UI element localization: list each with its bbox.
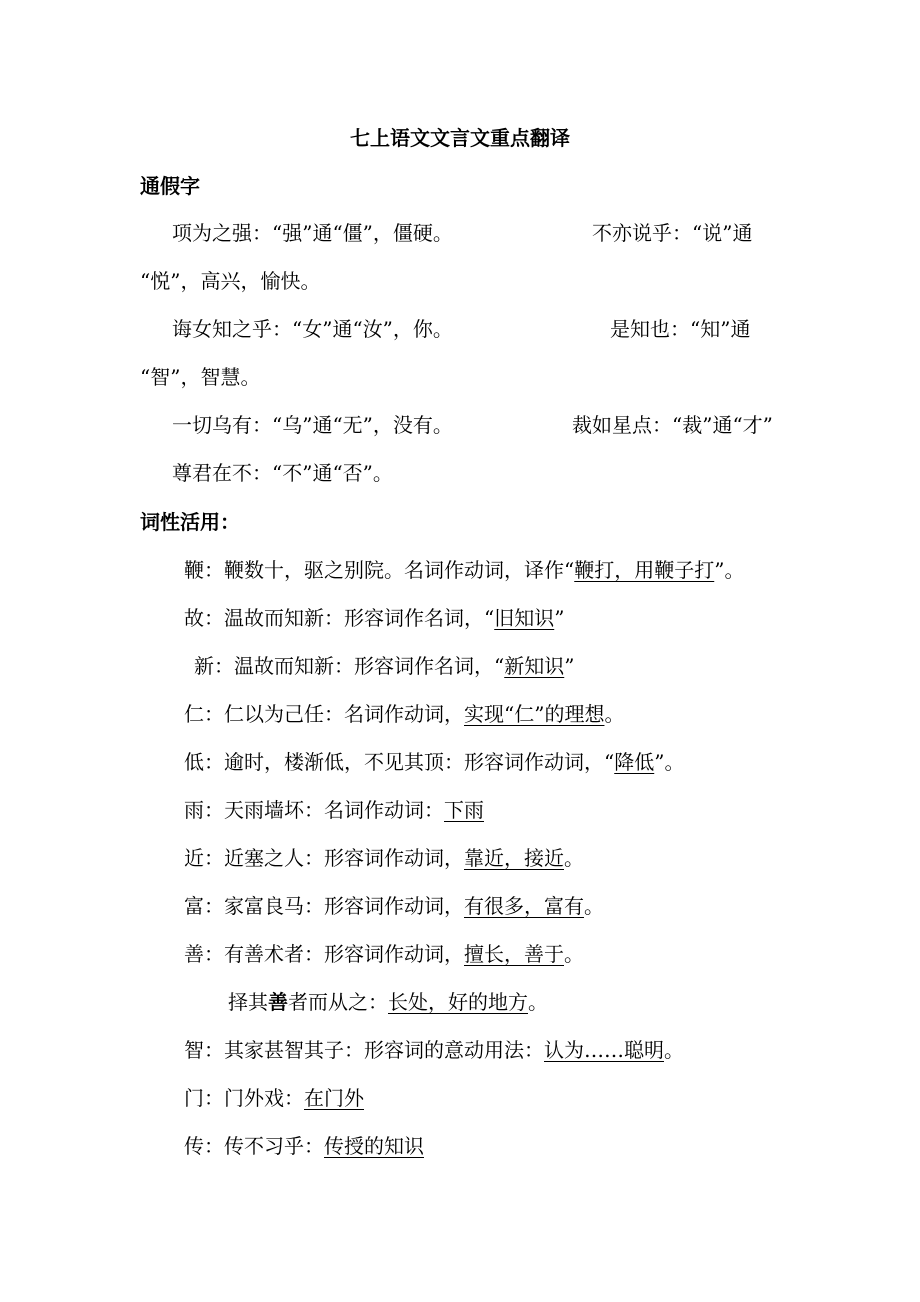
row-text-end: ”。	[714, 558, 745, 582]
row-text: 择其	[228, 990, 268, 1014]
cixing-row	[184, 556, 744, 584]
cixing-row	[184, 1036, 684, 1064]
row-underlined-meaning: 鞭打，用鞭子打	[574, 558, 715, 582]
row-bold-char: 善	[268, 990, 288, 1014]
cixing-row	[194, 652, 574, 680]
cixing-row	[184, 796, 484, 824]
row-text-end: 。	[564, 942, 584, 966]
cixing-row	[228, 988, 548, 1016]
row-underlined-meaning: 新知识	[504, 654, 565, 678]
row-underlined-meaning: 擅长，善于	[464, 942, 564, 966]
row-text-end: 。	[664, 1038, 684, 1062]
row-text: 富：家富良马：形容词作动词，	[184, 894, 464, 918]
cixing-row	[184, 700, 624, 728]
row-text: 传：传不习乎：	[184, 1134, 324, 1158]
row-underlined-meaning: 在门外	[304, 1086, 364, 1110]
row-text: 者而从之：	[288, 990, 388, 1014]
row-text-end: 。	[584, 894, 604, 918]
row-text-end: 。	[604, 702, 625, 726]
row-text-end: ”	[564, 654, 575, 678]
tongjia-line: 是知也：“知”通	[610, 317, 751, 341]
row-text: 门：门外戏：	[184, 1086, 304, 1110]
row-text: 故：温故而知新：形容词作名词，“	[184, 606, 495, 630]
row-text-end: 。	[564, 846, 584, 870]
row-text-end: 。	[528, 990, 548, 1014]
row-text: 新：温故而知新：形容词作名词，“	[194, 654, 505, 678]
row-underlined-meaning: 有很多，富有	[464, 894, 584, 918]
cixing-row	[184, 844, 584, 872]
row-underlined-meaning: 旧知识	[494, 606, 555, 630]
row-text: 仁：仁以为己任：名词作动词，	[184, 702, 464, 726]
row-text-end: ”。	[654, 750, 685, 774]
row-text: 善：有善术者：形容词作动词，	[184, 942, 464, 966]
tongjia-line: 裁如星点：“裁”通“才”	[572, 413, 773, 437]
cixing-row	[184, 1132, 424, 1160]
row-underlined-meaning: 传授的知识	[324, 1134, 424, 1158]
document-title: 七上语文文言文重点翻译	[350, 126, 570, 150]
row-text: 雨：天雨墙坏：名词作动词：	[184, 798, 444, 822]
row-text-end: ”	[554, 606, 565, 630]
cixing-row	[184, 604, 564, 632]
tongjia-line: 尊君在不：“不”通“否”。	[172, 461, 393, 485]
row-text: 智：其家甚智其子：形容词的意动用法：	[184, 1038, 544, 1062]
row-text: 近：近塞之人：形容词作动词，	[184, 846, 464, 870]
tongjia-line: 项为之强：“强”通“僵”，僵硬。	[172, 221, 453, 245]
row-underlined-meaning: 下雨	[444, 798, 484, 822]
cixing-row	[184, 940, 584, 968]
row-text: 低：逾时，楼渐低，不见其顶：形容词作动词，“	[184, 750, 615, 774]
cixing-row	[184, 748, 684, 776]
row-underlined-meaning: 实现“仁”的理想	[464, 702, 605, 726]
cixing-row	[184, 1084, 364, 1112]
row-underlined-meaning: 长处，好的地方	[388, 990, 528, 1014]
row-underlined-meaning: 靠近，接近	[464, 846, 564, 870]
tongjia-line: 一切乌有：“乌”通“无”，没有。	[172, 413, 453, 437]
tongjia-line: “悦”，高兴，愉快。	[140, 269, 321, 293]
cixing-row	[184, 892, 604, 920]
row-text: 鞭：鞭数十，驱之别院。名词作动词，译作“	[184, 558, 575, 582]
section-heading-tongjiazi: 通假字	[140, 174, 200, 198]
tongjia-line: “智”，智慧。	[140, 365, 261, 389]
tongjia-line: 诲女知之乎：“女”通“汝”，你。	[172, 317, 453, 341]
row-underlined-meaning: 认为……聪明	[544, 1038, 664, 1062]
row-underlined-meaning: 降低	[614, 750, 655, 774]
section-heading-cixing: 词性活用：	[140, 510, 240, 534]
tongjia-line: 不亦说乎：“说”通	[592, 221, 753, 245]
